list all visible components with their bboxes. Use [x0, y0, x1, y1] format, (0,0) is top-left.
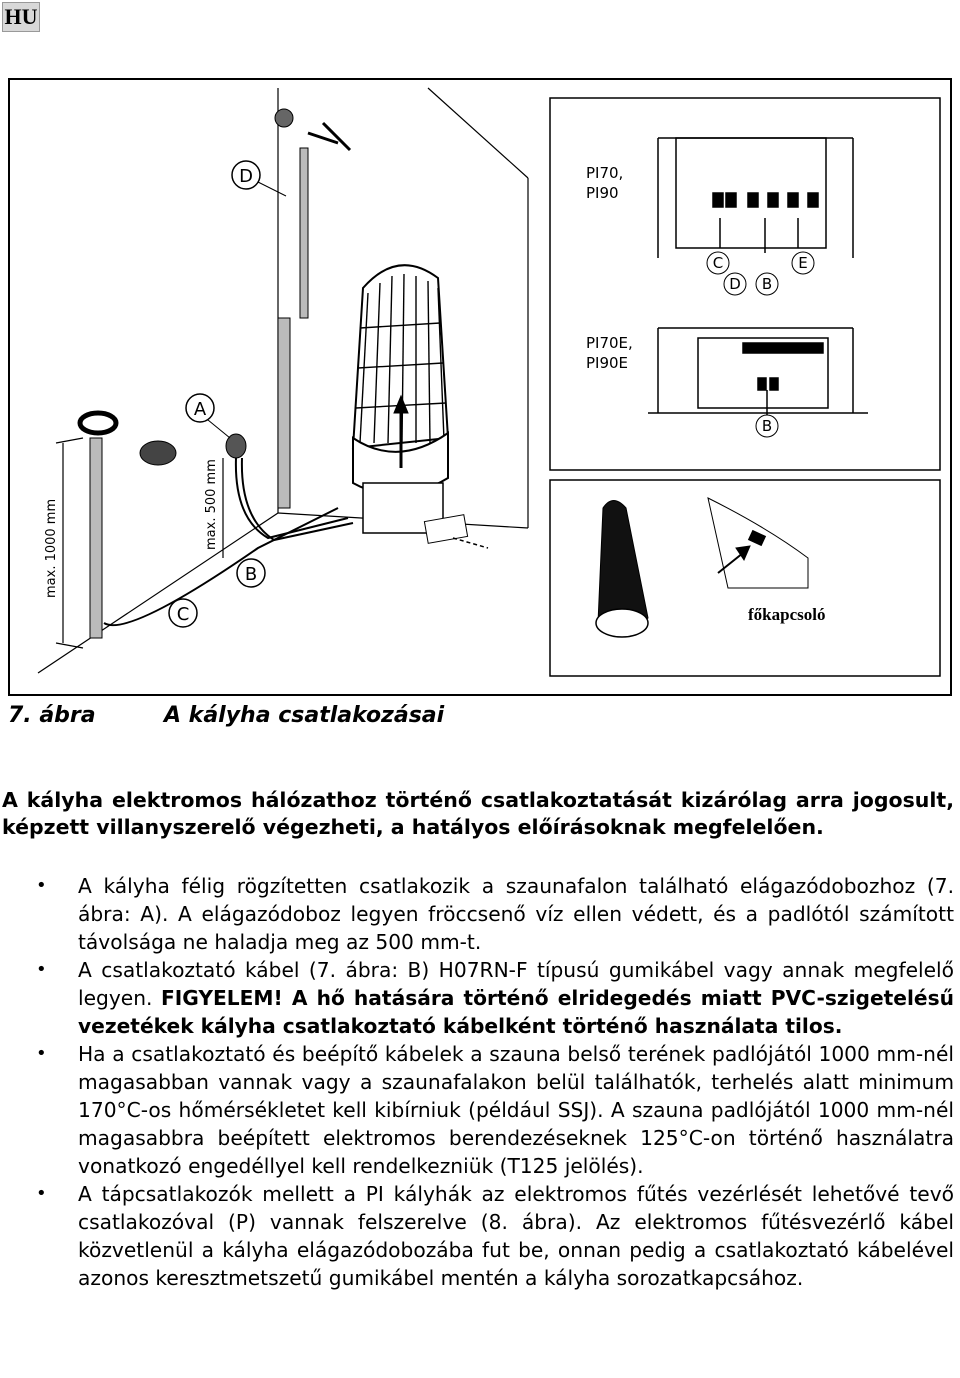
warning-text: FIGYELEM! A hő hatására történő elridegedés miatt PVC-szigetelésű vezetékek kályha csatlakoztató kábelként történő használata tilos. [78, 986, 954, 1038]
bullet-text-3: Ha a csatlakoztató és beépítő kábelek a szauna belső terének padlójától 1000 mm-nél magasabban vannak vagy a szaunafalakon belül találhatók, terhelés alatt minimum 170°C-os hőmérsékletet kell kibírniuk (például SSJ). A szauna padlójától 1000 mm-nél magasabbra beépített elektromos berendezéseknek 125°C-on történő használatra vonatkozó engedéllyel kell rendelkezniük (T125 jelölés). [78, 1042, 954, 1178]
label-c-top: C [712, 254, 724, 272]
bullet-item [0, 956, 954, 1040]
bullet-text-2: A csatlakoztató kábel (7. ábra: B) H07RN-F típusú gumikábel vagy annak megfelelő legyen. [78, 958, 954, 1010]
label-max-500: max. 500 mm [204, 459, 219, 550]
bullet-item [0, 872, 954, 956]
bullet-item [0, 1040, 954, 1180]
label-max-1000: max. 1000 mm [44, 498, 59, 598]
language-badge: HU [2, 2, 40, 32]
label-e-top: E [798, 254, 808, 272]
bullet-text-4: A tápcsatlakozók mellett a PI kályhák az elektromos fűtés vezérlését lehetővé tevő csatlakozóval (P) vannak felszerelve (8. ábra). Az elektromos fűtésvezérlő kábel közvetlenül a kályha elágazódobozába fut be, onnan pedig a csatlakoztató kábelével azonos keresztmetszetű gumikábel mentén a kályha sorozatkapcsához. [78, 1182, 954, 1290]
main-switch-label: főkapcsoló [748, 605, 826, 624]
intro-paragraph: A kályha elektromos hálózathoz történő csatlakoztatását kizárólag arra jogosult, képzett villanyszerelő végezheti, a hatályos előírásoknak megfelelően. [2, 788, 954, 839]
bullet-text-1: A kályha félig rögzítetten csatlakozik a szaunafalon található elágazódobozhoz (7. ábra: A). A elágazódoboz legyen fröccsenő víz ellen védett, és a padlótól számított távolsága ne haladja meg az 500 mm-t. [78, 874, 954, 954]
bullet-item [0, 1180, 954, 1292]
model-bottom-2: PI90E [586, 354, 629, 372]
label-b: B [244, 564, 258, 585]
heater-illustration [353, 265, 448, 533]
label-d: D [239, 166, 253, 187]
model-top-2: PI90 [586, 184, 619, 202]
model-bottom-1: PI70E, [586, 334, 633, 352]
label-a: A [193, 399, 207, 420]
label-c: C [176, 604, 190, 625]
connection-figure [8, 78, 952, 696]
label-b-bottom: B [761, 417, 773, 435]
model-top-1: PI70, [586, 164, 624, 182]
figure-caption [8, 703, 444, 728]
caption-title: A kályha csatlakozásai [164, 703, 445, 728]
label-d-top: D [729, 275, 741, 293]
caption-number: 7. ábra [8, 703, 96, 728]
bullet-list [0, 872, 954, 1292]
label-b-top: B [761, 275, 773, 293]
